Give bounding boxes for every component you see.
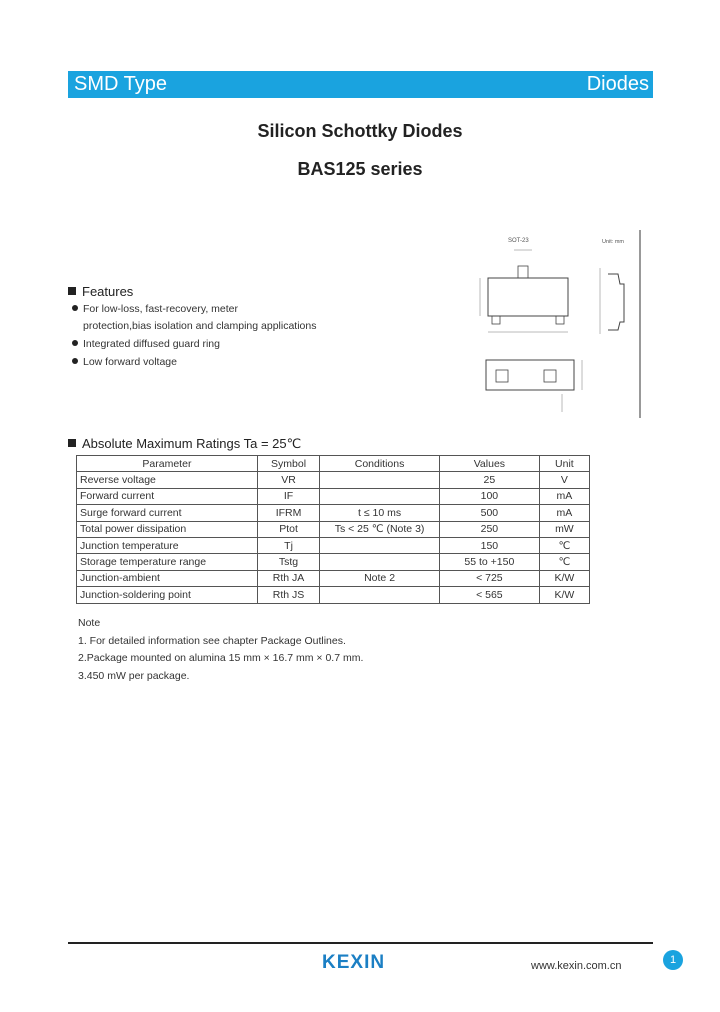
header-category: SMD Type (74, 73, 167, 95)
package-unit: Unit: mm (602, 239, 624, 245)
column-header-parameter: Parameter (77, 456, 258, 472)
cell-conditions (320, 587, 440, 603)
bullet-icon (72, 358, 78, 364)
cell-symbol: Ptot (257, 521, 319, 537)
cell-unit: K/W (539, 587, 589, 603)
square-bullet-icon (68, 287, 76, 295)
table-row (77, 521, 590, 537)
cell-value: 100 (439, 488, 539, 504)
table-row (77, 554, 590, 570)
cell-unit: mW (539, 521, 589, 537)
cell-parameter: Storage temperature range (77, 554, 258, 570)
page-subtitle: BAS125 series (297, 159, 423, 179)
cell-parameter: Reverse voltage (77, 472, 258, 488)
table-row (77, 472, 590, 488)
cell-parameter: Junction-soldering point (77, 587, 258, 603)
table-row (77, 505, 590, 521)
cell-parameter: Forward current (77, 488, 258, 504)
feature-item-continued: protection,bias isolation and clamping applications (83, 320, 317, 332)
cell-conditions: Note 2 (320, 570, 440, 586)
features-heading: Features (68, 284, 133, 299)
feature-item: Low forward voltage (72, 356, 177, 368)
cell-unit: mA (539, 488, 589, 504)
cell-conditions (320, 537, 440, 553)
cell-value: 150 (439, 537, 539, 553)
cell-value: 25 (439, 472, 539, 488)
cell-value: < 725 (439, 570, 539, 586)
page-number-badge: 1 (663, 950, 683, 970)
column-header-unit: Unit (539, 456, 589, 472)
notes-block (78, 615, 363, 685)
cell-symbol: IF (257, 488, 319, 504)
column-header-symbol: Symbol (257, 456, 319, 472)
bullet-icon (72, 305, 78, 311)
cell-symbol: VR (257, 472, 319, 488)
cell-unit: mA (539, 505, 589, 521)
cell-unit: ℃ (539, 554, 589, 570)
note-item: 1. For detailed information see chapter Package Outlines. (78, 634, 346, 647)
bullet-icon (72, 340, 78, 346)
table-header-row (77, 456, 590, 472)
cell-conditions (320, 488, 440, 504)
table-row (77, 570, 590, 586)
cell-conditions (320, 554, 440, 570)
cell-unit: K/W (539, 570, 589, 586)
cell-parameter: Surge forward current (77, 505, 258, 521)
package-name: SOT-23 (508, 238, 529, 244)
footer-divider (68, 942, 653, 944)
header-band (68, 71, 653, 98)
square-bullet-icon (68, 439, 76, 447)
cell-conditions: t ≤ 10 ms (320, 505, 440, 521)
column-header-values: Values (439, 456, 539, 472)
column-header-conditions: Conditions (320, 456, 440, 472)
feature-item: For low-loss, fast-recovery, meter (72, 303, 238, 315)
cell-conditions: Ts < 25 ℃ (Note 3) (320, 521, 440, 537)
page-title: Silicon Schottky Diodes (257, 121, 463, 141)
cell-unit: ℃ (539, 537, 589, 553)
cell-symbol: Tj (257, 537, 319, 553)
cell-symbol: Rth JS (257, 587, 319, 603)
table-row (77, 537, 590, 553)
cell-conditions (320, 472, 440, 488)
cell-parameter: Junction temperature (77, 537, 258, 553)
company-logo: KEXIN (322, 952, 386, 973)
note-item: 2.Package mounted on alumina 15 mm × 16.7 mm × 0.7 mm. (78, 652, 364, 664)
table-row (77, 488, 590, 504)
absolute-maximum-ratings-table (76, 455, 590, 604)
note-item: 3.450 mW per package. (78, 669, 190, 682)
cell-parameter: Junction-ambient (77, 570, 258, 586)
notes-heading: Note (78, 617, 101, 629)
company-website[interactable]: www.kexin.com.cn (531, 960, 622, 972)
cell-value: 500 (439, 505, 539, 521)
ratings-heading: Absolute Maximum Ratings Ta = 25℃ (68, 436, 301, 452)
cell-parameter: Total power dissipation (77, 521, 258, 537)
package-outline-drawing (470, 230, 650, 420)
cell-symbol: Tstg (257, 554, 319, 570)
cell-value: 250 (439, 521, 539, 537)
cell-value: 55 to +150 (439, 554, 539, 570)
cell-value: < 565 (439, 587, 539, 603)
feature-item: Integrated diffused guard ring (72, 338, 220, 350)
table-row (77, 587, 590, 603)
header-product-type: Diodes (586, 73, 649, 95)
cell-symbol: Rth JA (257, 570, 319, 586)
cell-unit: V (539, 472, 589, 488)
cell-symbol: IFRM (257, 505, 319, 521)
